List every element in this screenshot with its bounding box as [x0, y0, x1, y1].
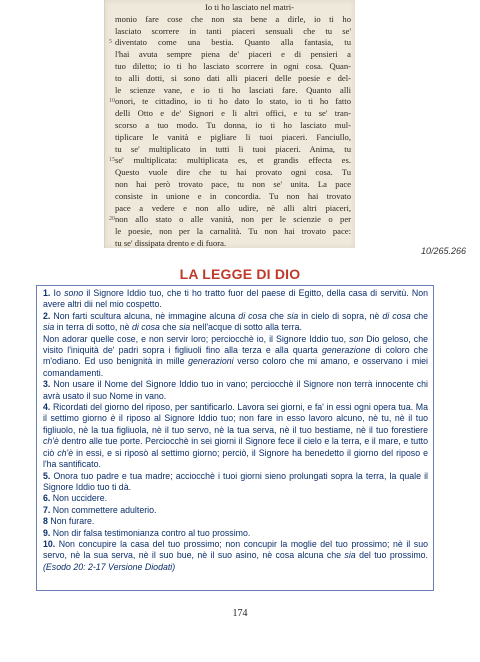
scan-line: [105, 143, 355, 155]
commandments-box: [36, 285, 434, 591]
scan-line-text: tu se' multiplicato in tutti li tuoi piaceri. Anima, tu: [115, 143, 351, 154]
scan-line-text: le poesie, non per la carnalità. Tu non hai trovato pace:: [115, 226, 351, 237]
scan-line: [105, 166, 355, 178]
scan-line: [105, 13, 355, 25]
scan-line-text: Questo vuole dire che tu hai provato ogni cosa. Tu: [115, 167, 351, 178]
scan-line: [105, 48, 355, 60]
page-number: 174: [232, 608, 248, 619]
scan-line-text: to alli dotti, si sono dati alli piaceri delle poesie e del-: [115, 72, 351, 83]
scan-line: [105, 213, 355, 225]
commandment-2: 2. Non farti scultura alcuna, nè immagine alcuna di cosa che sia in cielo di sopra, nè di cosa che sia in terra di sotto, nè di cosa che sia nell'acque di sotto alla terra.: [43, 310, 428, 333]
commandment-number: 9.: [43, 527, 51, 538]
commandment-2-continued: Non adorar quelle cose, e non servir loro; perciocchè io, il Signore Iddio tuo, son Dio geloso, che visito l'iniquità de' padri sopra i figliuoli fino alla terza e alla quarta generazione di coloro che m'odiano. Ed uso benignità in mille generazioni verso coloro che mi amano, e osservano i miei comandamenti.: [43, 333, 428, 378]
scan-line: [105, 119, 355, 131]
scan-line: [105, 36, 355, 48]
scanned-text-excerpt: [104, 0, 355, 248]
commandment-8: 8 Non furare.: [43, 516, 95, 527]
line-number: 20: [109, 216, 115, 223]
scan-line-text: monio fare cose che non sta bene a dirle, io ti ho: [115, 13, 351, 24]
commandment-9: 9. Non dir falsa testimonianza contro al tuo prossimo.: [43, 527, 251, 538]
scan-line: [105, 178, 355, 190]
scan-line-text: non allo stato o alle vanità, non per le scienzie o per: [115, 214, 351, 225]
commandment-number: 4.: [43, 402, 51, 413]
commandment-10: 10. Non concupire la casa del tuo prossimo; non concupir la moglie del tuo prossimo; nè il suo servo, nè la sua serva, nè il suo bue, nè il suo asino, nè cosa alcuna che sia del tuo prossimo. (Esodo 20: 2-17 Versione Diodati): [43, 538, 428, 572]
commandment-5: 5. Onora tuo padre e tua madre; acciocchè i tuoi giorni sieno prolungati sopra la terra, la quale il Signore Iddio tuo ti dà.: [43, 470, 428, 492]
line-number: 15: [109, 157, 115, 164]
scan-line: [105, 84, 355, 96]
scan-line-text: consiste in unione e in concordia. Tu non hai trovato: [115, 190, 351, 201]
commandment-number: 5.: [43, 470, 51, 481]
page-title: LA LEGGE DI DIO: [179, 266, 301, 282]
scan-line-text: onori, te cittadino, io ti ho dato lo stato, io ti ho fatto: [115, 96, 351, 107]
scan-line-text: tu se' dissipata drento e di fuora.: [115, 238, 227, 248]
scan-line: [105, 237, 355, 249]
commandment-number: 6.: [43, 493, 51, 504]
scan-line: [105, 1, 355, 13]
scan-line: [105, 202, 355, 214]
commandment-3: 3. Non usare il Nome del Signore Iddio tuo in vano; perciocchè il Signore non terrà innocente chi avrà usato il suo Nome in vano.: [43, 379, 428, 401]
scan-line-text: lasciato scorrere in tanti piaceri sensuali che tu se': [115, 25, 351, 36]
scan-line-text: delli Otto e de' Signori e li altri offici, e tu se' tran-: [115, 108, 351, 119]
commandment-number: 10.: [43, 538, 56, 549]
commandment-number: 8: [43, 516, 48, 527]
scan-line-text: scorso a tuo modo. Tu donna, io ti ho lasciato mul-: [115, 120, 351, 130]
line-number: 5: [109, 39, 112, 46]
scan-line-text: pace a vedere e non allo udire, nè alli altri piaceri,: [115, 202, 351, 213]
scan-line: [105, 131, 355, 143]
commandment-number: 7.: [43, 504, 51, 515]
source-reference: 10/265.266: [420, 246, 466, 256]
scan-line-text: l'hai avuta sempre piena de' piaceri e di pensieri a: [115, 49, 351, 60]
scan-line: [105, 107, 355, 119]
scan-line-text: tuo diletto; io ti ho lasciato scorrere in ogni cosa. Quan-: [115, 61, 351, 71]
scan-line-text: diventato come una bestia. Quanto alla fantasia, tu: [115, 37, 351, 48]
commandment-6: 6. Non uccidere.: [43, 493, 108, 504]
scan-line: [105, 225, 355, 237]
scan-line-text: Io ti ho lasciato nel matri-: [205, 2, 295, 12]
scripture-citation: (Esodo 20: 2-17 Versione Diodati): [43, 561, 176, 572]
scan-line-text: se' multiplicata: multiplicata es, et grandis effecta es.: [115, 155, 351, 166]
scan-line: [105, 72, 355, 84]
scan-line: [105, 60, 355, 72]
scan-line-text: le scienze vane, e io ti ho lasciati fare. Quanto alli: [115, 84, 351, 95]
commandment-7: 7. Non commettere adulterio.: [43, 504, 157, 515]
scan-line: [105, 25, 355, 37]
line-number: 10: [109, 98, 115, 105]
scan-line: [105, 95, 355, 107]
scan-line-text: tiplicare le vanità e pigliare li tuoi piaceri. Fanciullo,: [115, 131, 351, 142]
commandment-1: 1. Io sono il Signore Iddio tuo, che ti ho tratto fuor del paese di Egitto, della casa di servitù. Non avere altri dii nel mio cospetto.: [43, 288, 428, 310]
scan-line-text: non hai però trovato pace, tu non se' unita. La pace: [115, 179, 351, 189]
scan-line: [105, 190, 355, 202]
commandment-number: 3.: [43, 379, 51, 390]
commandment-number: 1.: [43, 288, 51, 298]
commandment-number: 2.: [43, 310, 51, 321]
scan-line: [105, 154, 355, 166]
commandment-4: 4. Ricordati del giorno del riposo, per santificarlo. Lavora sei giorni, e fa' in essi ogni opera tua. Ma il settimo giorno è il riposo al Signore Iddio tuo; non fare in esso lavoro alcuno, nè tu, nè il tuo figliuolo, nè la tua figliuola, nè il tuo servo, nè la tua serva, nè il tuo bestiame, nè il tuo forestiere ch'è dentro alle tue porte. Perciocchè in sei giorni il Signore fece il cielo e la terra, e il mare, e tutto ciò ch'è in essi, e si riposò al settimo giorno; perciò, il Signore ha benedetto il giorno del riposo e l'ha santificato.: [43, 402, 428, 470]
